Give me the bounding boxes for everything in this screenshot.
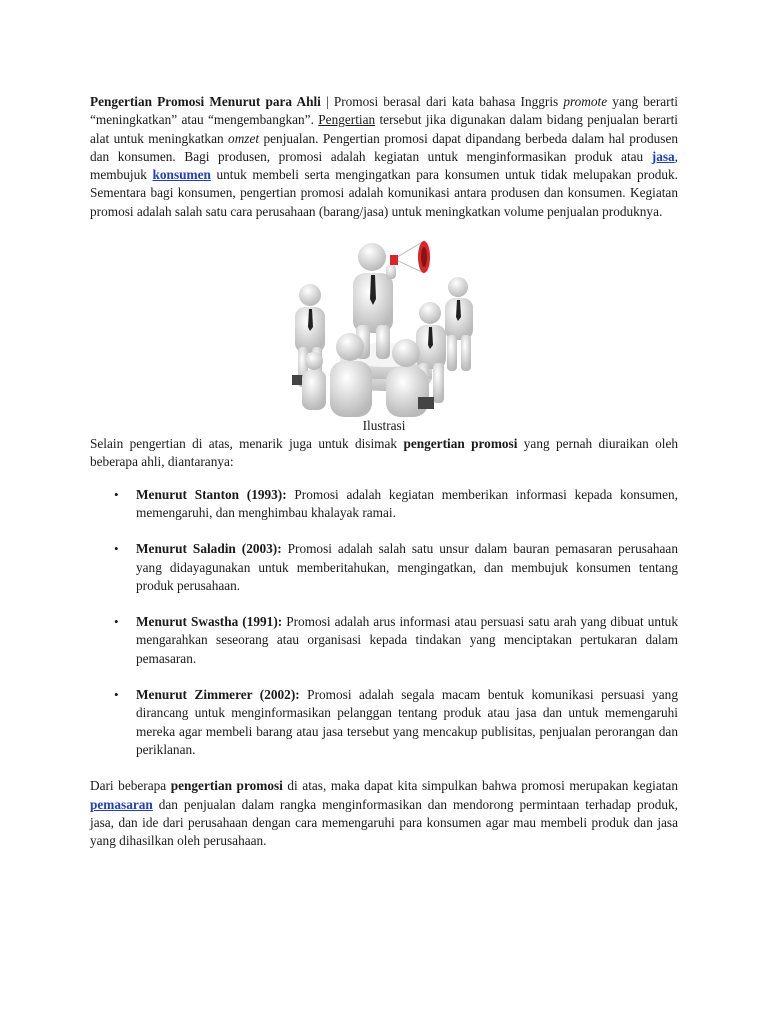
bullet-icon: •: [114, 486, 119, 502]
lead-paragraph: Selain pengertian di atas, menarik juga untuk disimak pengertian promosi yang pernah diuraikan oleh beberapa ahli, diantaranya:: [90, 436, 678, 470]
figure-caption: Ilustrasi: [362, 418, 406, 434]
illustration-image: [290, 229, 478, 417]
conclusion-paragraph: Dari beberapa pengertian promosi di atas, maka dapat kita simpulkan bahwa promosi merupakan kegiatan pemasaran dan penjualan dalam rangka menginformasikan dan mendorong permintaan terhadap produk, jasa, dan ide dari perusahaan dengan cara memengaruhi para konsumen agar mau membeli produk dan jasa yang dihasilkan oleh perusahaan.: [90, 778, 678, 849]
document-page: [90, 93, 678, 850]
list-item: • Menurut Saladin (2003): Promosi adalah salah satu unsur dalam bauran pemasaran perusahaan yang didayagunakan untuk memberitahukan, mengingatkan, dan membujuk konsumen tentang produk perusahaan.: [114, 541, 678, 593]
bullet-icon: •: [114, 541, 119, 557]
bullet-icon: •: [114, 614, 119, 630]
definition-author: Menurut Swastha (1991):: [136, 614, 283, 630]
definition-author: Menurut Zimmerer (2002):: [136, 687, 300, 703]
link-pengertian[interactable]: Pengertian: [318, 112, 376, 128]
definition-author: Menurut Stanton (1993):: [136, 486, 287, 502]
link-pemasaran[interactable]: pemasaran: [90, 796, 153, 812]
link-jasa[interactable]: jasa: [651, 148, 675, 164]
definitions-list: [90, 486, 678, 760]
definition-author: Menurut Saladin (2003):: [136, 541, 282, 557]
article-title: Pengertian Promosi Menurut para Ahli: [90, 94, 321, 109]
list-item: • Menurut Stanton (1993): Promosi adalah kegiatan memberikan informasi kepada konsumen, memengaruhi, dan menghimbau khalayak ramai.: [114, 486, 678, 520]
list-item: • Menurut Zimmerer (2002): Promosi adalah segala macam bentuk komunikasi persuasi yang dirancang untuk menginformasikan pelanggan tentang produk atau jasa dan untuk memengaruhi mereka agar membeli barang atau jasa tersebut yang mencakup publisitas, penjualan perorangan dan periklanan.: [114, 687, 678, 757]
link-konsumen[interactable]: konsumen: [152, 167, 211, 183]
bullet-icon: •: [114, 687, 119, 703]
list-item: • Menurut Swastha (1991): Promosi adalah arus informasi atau persuasi satu arah yang dibuat untuk mengarahkan seseorang atau organisasi kepada tindakan yang menciptakan pertukaran dalam pemasaran.: [114, 614, 678, 666]
intro-paragraph: Pengertian Promosi Menurut para Ahli | Promosi berasal dari kata bahasa Inggris promote yang berarti “meningkatkan” atau “mengembangkan”. Pengertian tersebut jika digunakan dalam bidang penjualan berarti alat untuk meningkatkan omzet penjualan. Pengertian promosi dapat dipandang berbeda dalam hal produsen dan konsumen. Bagi produsen, promosi adalah kegiatan untuk menginformasikan produk atau jasa, membujuk konsumen untuk membeli serta mengingatkan para konsumen untuk tidak melupakan produk. Sementara bagi konsumen, pengertian promosi adalah komunikasi antara produsen dan konsumen. Kegiatan promosi adalah salah satu cara perusahaan (barang/jasa) untuk meningkatkan volume penjualan produknya.: [90, 94, 679, 219]
